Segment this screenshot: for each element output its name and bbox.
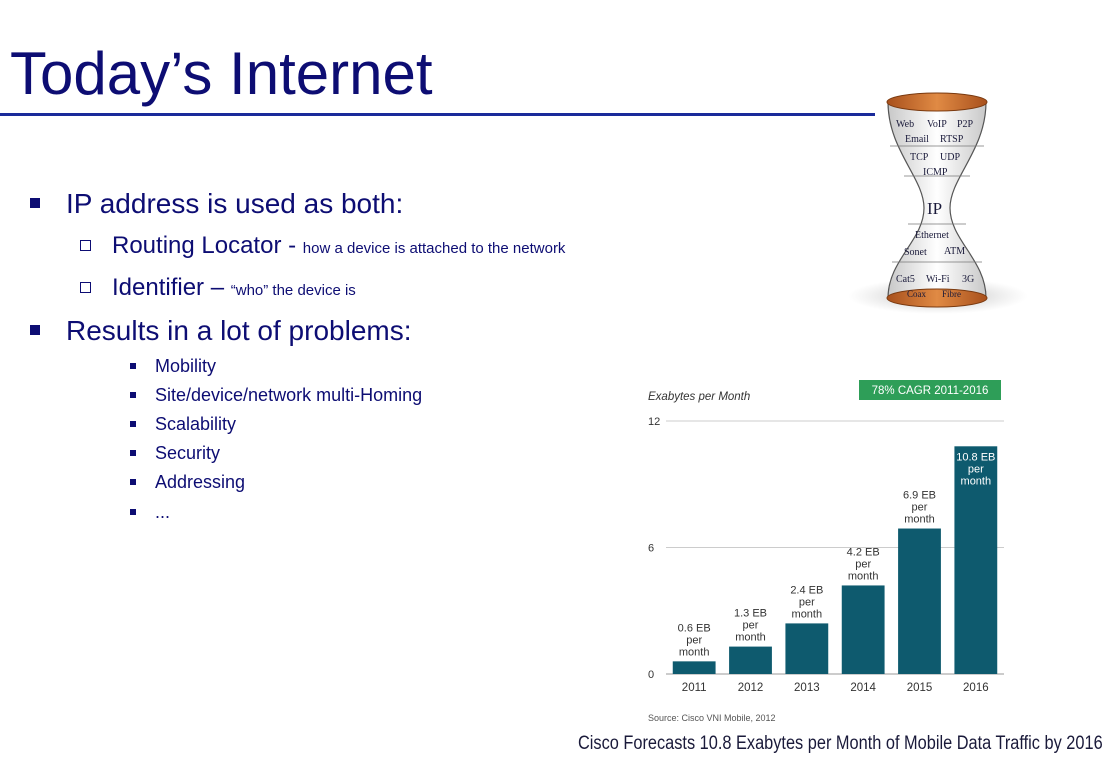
square-bullet-icon [130,363,136,369]
hollow-square-bullet-icon [80,240,91,251]
hollow-square-bullet-icon [80,282,91,293]
hourglass-top-cap [887,93,987,111]
protocol-p2p: P2P [957,119,974,130]
bullet-text: Results in a lot of problems: [66,315,412,346]
sub-bullet-main: Identifier [112,274,205,301]
data-label: 0.6 EB [677,622,711,635]
mobile-traffic-bar-chart [640,372,1024,724]
problem-text: Site/device/network multi-Homing [155,385,423,405]
sub-bullet-separator: - [281,232,303,259]
data-label: month [791,608,823,621]
protocol-wifi: Wi-Fi [926,274,950,285]
protocol-coax: Coax [907,289,926,299]
sub-bullet-detail: how a device is attached to the network [302,240,566,257]
bullet-text: IP address is used as both: [66,188,404,219]
x-tick-label: 2013 [794,682,820,694]
protocol-atm: ATM [944,246,966,257]
chart-ylabel: Exabytes per Month [648,391,751,403]
data-label: per [967,463,984,476]
protocol-ip: IP [927,199,943,218]
data-label: 2.4 EB [790,584,824,597]
hourglass-protocol-stack [838,90,1024,320]
protocol-rtsp: RTSP [940,134,964,145]
square-bullet-icon [130,450,136,456]
x-tick-label: 2011 [681,682,707,694]
bar-2011 [673,661,716,674]
protocol-voip: VoIP [927,119,947,130]
data-label: month [847,570,879,583]
data-label: month [678,646,710,659]
data-label: 10.8 EB [956,451,996,464]
title-underline [0,113,875,116]
cagr-badge-text: 78% CAGR 2011-2016 [871,385,989,397]
sub-bullet-main: Routing Locator [112,232,282,259]
sub-bullet-detail: “who” the device is [230,282,356,299]
slide-caption: Cisco Forecasts 10.8 Exabytes per Month of Mobile Data Traffic by 2016 [578,733,1103,754]
square-bullet-icon [130,479,136,485]
data-label: per [911,501,928,514]
data-label: per [742,619,759,632]
square-bullet-icon [30,198,40,208]
chart-source: Source: Cisco VNI Mobile, 2012 [648,713,776,723]
bar-2012 [729,647,772,674]
x-tick-label: 2012 [737,682,764,694]
data-label: 4.2 EB [846,546,880,559]
data-label: month [904,513,935,526]
protocol-cat5: Cat5 [896,274,915,285]
y-tick-label: 6 [648,542,655,555]
data-label: per [686,634,703,647]
sub-bullet-separator: – [204,274,231,301]
problem-text: Scalability [155,414,237,434]
data-label: per [798,596,815,609]
bar-2015 [898,529,941,674]
square-bullet-icon [130,421,136,427]
protocol-icmp: ICMP [923,167,948,178]
protocol-udp: UDP [940,152,961,163]
square-bullet-icon [30,325,40,335]
problem-text: Mobility [155,356,217,376]
bar-2013 [785,623,828,674]
data-label: 6.9 EB [902,489,937,502]
problem-text: Addressing [155,472,246,492]
data-label: month [735,631,766,644]
square-bullet-icon [130,392,136,398]
protocol-ethernet: Ethernet [915,230,949,241]
square-bullet-icon [130,509,136,515]
x-tick-label: 2014 [850,682,876,694]
problem-text: ... [155,502,171,522]
bar-2014 [842,585,885,674]
data-label: 1.3 EB [733,607,768,620]
protocol-web: Web [896,119,915,130]
data-label: per [855,558,872,571]
protocol-sonet: Sonet [904,247,927,258]
protocol-3g: 3G [962,274,975,285]
protocol-fibre: Fibre [942,289,961,299]
y-tick-label: 12 [648,416,661,428]
y-tick-label: 0 [648,669,655,681]
protocol-email: Email [905,134,929,145]
data-label: month [960,475,992,488]
x-tick-label: 2016 [963,682,989,694]
problem-text: Security [155,443,221,463]
protocol-tcp: TCP [910,152,929,163]
x-tick-label: 2015 [906,682,933,694]
slide-title: Today’s Internet [10,40,433,107]
hourglass-bottom-cap [887,289,987,307]
